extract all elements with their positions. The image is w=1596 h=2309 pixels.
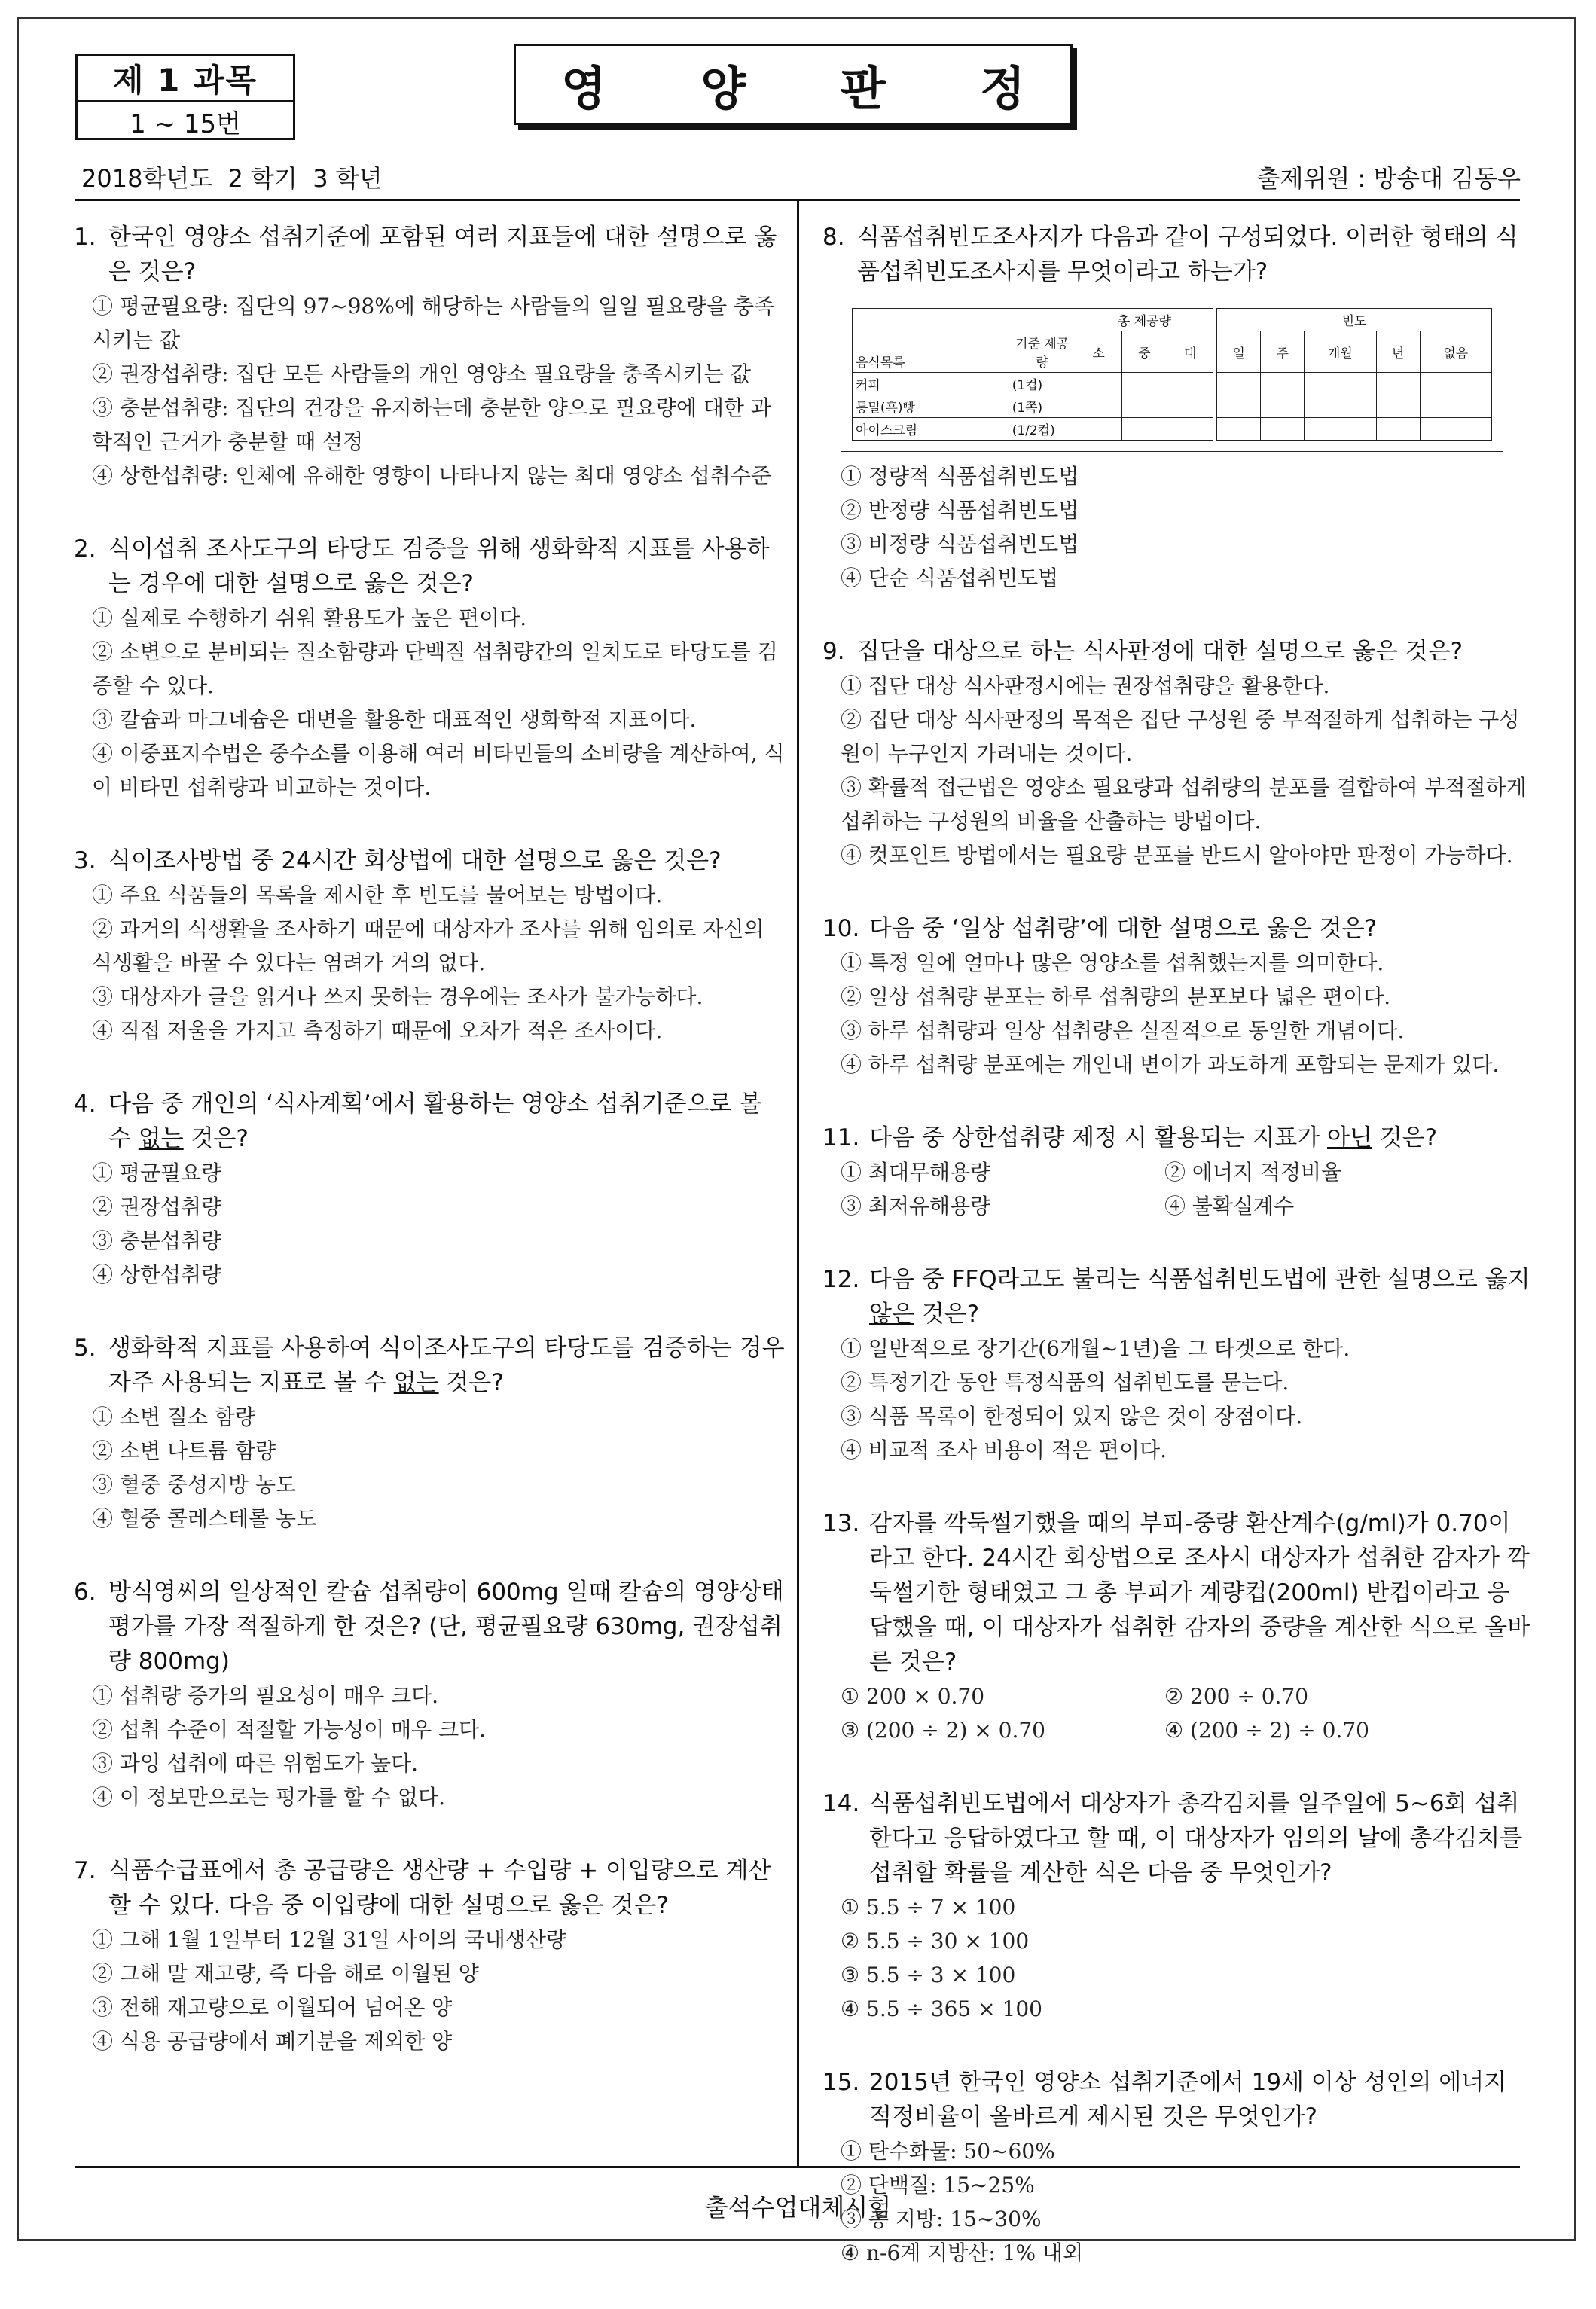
question-number: 5.: [74, 1334, 96, 1362]
column-header: 개월: [1305, 331, 1376, 373]
option: ② 단백질: 15~25%: [841, 2173, 1035, 2198]
option: ③ 과잉 섭취에 따른 위험도가 높다.: [92, 1751, 419, 1776]
option: ② 집단 대상 식사판정의 목적은 집단 구성원 중 부적절하게 섭취하는 구성원이 누구인지 가려내는 것이다.: [841, 707, 1520, 766]
question-1: [74, 220, 789, 493]
option: ③ 비정량 식품섭취빈도법: [841, 532, 1079, 557]
option: ④ (200 ÷ 2) ÷ 0.70: [1164, 1718, 1369, 1743]
option: ③ 식품 목록이 한정되어 있지 않은 것이 장점이다.: [841, 1404, 1303, 1429]
question-stem: 2015년 한국인 영양소 섭취기준에서 19세 이상 성인의 에너지 적정비율이 올바르게 제시된 것은 무엇인가?: [869, 2069, 1507, 2131]
term-info: 2018학년도 2 학기 3 학년: [81, 164, 383, 193]
option: ① 주요 식품들의 목록을 제시한 후 빈도를 물어보는 방법이다.: [92, 883, 663, 907]
question-9: [822, 634, 1530, 872]
question-stem: 식이조사방법 중 24시간 회상법에 대한 설명으로 옳은 것은?: [108, 847, 722, 874]
underlined-keyword: 없는: [138, 1125, 184, 1152]
question-number: 13.: [822, 1510, 860, 1537]
option: ③ 혈중 중성지방 농도: [92, 1472, 297, 1497]
question-stem: 다음 중 개인의 ‘식사계획’에서 활용하는 영양소 섭취기준으로 볼 수 없는 것은?: [108, 1090, 762, 1152]
option: ④ 직접 저울을 가지고 측정하기 때문에 오차가 적은 조사이다.: [92, 1018, 663, 1043]
question-stem: 감자를 깍둑썰기했을 때의 부피-중량 환산계수(g/ml)가 0.70이라고 한다. 24시간 회상법으로 조사시 대상자가 섭취한 감자가 깍둑썰기한 형태였고 그 총 부피가 계량컵(200ml) 반컵이라고 응답했을 때, 이 대상자가 섭취한 감자의 중량을 계산한 식으로 올바른 것은?: [869, 1510, 1530, 1676]
underlined-keyword: 아닌: [1327, 1124, 1372, 1151]
option: ① 5.5 ÷ 7 × 100: [841, 1895, 1016, 1920]
option: ② 섭취 수준이 적절할 가능성이 매우 크다.: [92, 1717, 487, 1742]
option: ④ 식용 공급량에서 폐기분을 제외한 양: [92, 2029, 453, 2054]
column-header: 주: [1261, 331, 1305, 373]
option: ④ 상한섭취량: 인체에 유해한 영향이 나타나지 않는 최대 영양소 섭취수준: [92, 463, 771, 488]
question-stem: 식이섭취 조사도구의 타당도 검증을 위해 생화학적 지표를 사용하는 경우에 대한 설명으로 옳은 것은?: [108, 535, 770, 597]
option: ④ 5.5 ÷ 365 × 100: [841, 1996, 1042, 2021]
option: ④ 상한섭취량: [92, 1262, 222, 1287]
question-number: 10.: [822, 915, 860, 942]
option: ② 5.5 ÷ 30 × 100: [841, 1929, 1030, 1954]
option: ④ 이 정보만으로는 평가를 할 수 없다.: [92, 1785, 445, 1810]
option-grid: [822, 1155, 1530, 1223]
option: ① 특정 일에 얼마나 많은 영양소를 섭취했는지를 의미한다.: [841, 950, 1384, 975]
option: ① 집단 대상 식사판정시에는 권장섭취량을 활용한다.: [841, 673, 1330, 698]
question-stem: 한국인 영양소 섭취기준에 포함된 여러 지표들에 대한 설명으로 옳은 것은?: [108, 224, 777, 285]
table-row: 커피 (1컵): [853, 373, 1492, 395]
question-15: [822, 2065, 1530, 2270]
option: ④ 불확실계수: [1164, 1194, 1295, 1219]
option: ① 일반적으로 장기간(6개월~1년)을 그 타겟으로 한다.: [841, 1336, 1350, 1361]
question-number: 6.: [74, 1578, 96, 1606]
option: ④ 비교적 조사 비용이 적은 편이다.: [841, 1438, 1167, 1463]
column-header: 일: [1217, 331, 1261, 373]
table-row: 아이스크림 (1/2컵): [853, 418, 1492, 441]
question-stem: 식품섭취빈도법에서 대상자가 총각김치를 일주일에 5~6회 섭취한다고 응답하였다고 할 때, 이 대상자가 임의의 날에 총각김치를 섭취할 확률을 계산한 식은 다음 중 무엇인가?: [869, 1790, 1523, 1887]
option: ② 200 ÷ 0.70: [1164, 1684, 1309, 1709]
option: ① 정량적 식품섭취빈도법: [841, 464, 1079, 489]
option: ① 그해 1월 1일부터 12월 31일 사이의 국내생산량: [92, 1927, 566, 1952]
option: ② 일상 섭취량 분포는 하루 섭취량의 분포보다 넓은 편이다.: [841, 984, 1391, 1009]
right-column: [822, 220, 1530, 2309]
question-stem: 생화학적 지표를 사용하여 식이조사도구의 타당도를 검증하는 경우 자주 사용되는 지표로 볼 수 없는 것은?: [108, 1334, 785, 1396]
question-3: [74, 843, 789, 1048]
question-number: 8.: [822, 224, 845, 251]
ffq-table: [852, 308, 1492, 441]
option: ④ 혈중 콜레스테롤 농도: [92, 1506, 317, 1531]
question-7: [74, 1853, 789, 2058]
option: ② 반정량 식품섭취빈도법: [841, 498, 1079, 523]
column-header: 음식목록: [853, 331, 1009, 373]
option: ④ 이중표지수법은 중수소를 이용해 여러 비타민들의 소비량을 계산하여, 식이 비타민 섭취량과 비교하는 것이다.: [92, 741, 785, 800]
option: ① 200 × 0.70: [841, 1684, 985, 1709]
option: ④ 컷포인트 방법에서는 필요량 분포를 반드시 알아야만 판정이 가능하다.: [841, 843, 1513, 868]
option: ③ 확률적 접근법은 영양소 필요량과 섭취량의 분포를 결합하여 부적절하게 섭취하는 구성원의 비율을 산출하는 방법이다.: [841, 775, 1527, 834]
examiner-info: 출제위원 : 방송대 김동우: [1256, 164, 1521, 193]
option: ② 소변으로 분비되는 질소함량과 단백질 섭취량간의 일치도로 타당도를 검증할 수 있다.: [92, 639, 778, 698]
option: ② 과거의 식생활을 조사하기 때문에 대상자가 조사를 위해 임의로 자신의 식생활을 바꿀 수 있다는 염려가 거의 없다.: [92, 917, 764, 975]
column-divider: [797, 200, 799, 2167]
question-stem: 방식영씨의 일상적인 칼슘 섭취량이 600mg 일때 칼슘의 영양상태 평가를 가장 적절하게 한 것은? (단, 평균필요량 630mg, 권장섭취량 800mg): [108, 1578, 784, 1675]
question-number: 9.: [822, 638, 845, 665]
question-number: 1.: [74, 224, 96, 251]
question-2: [74, 532, 789, 804]
question-number: 11.: [822, 1124, 860, 1151]
question-10: [822, 911, 1530, 1081]
option: ② 권장섭취량: 집단 모든 사람들의 개인 영양소 필요량을 충족시키는 값: [92, 361, 751, 386]
option: ① 탄수화물: 50~60%: [841, 2139, 1055, 2164]
question-number: 7.: [74, 1857, 96, 1884]
column-header: 기준 제공량: [1009, 331, 1076, 373]
option: ③ 5.5 ÷ 3 × 100: [841, 1963, 1016, 1987]
question-stem: 식품섭취빈도조사지가 다음과 같이 구성되었다. 이러한 형태의 식품섭취빈도조사지를 무엇이라고 하는가?: [857, 224, 1518, 285]
underlined-keyword: 않은: [869, 1301, 914, 1328]
question-13: [822, 1506, 1530, 1747]
question-range: 1 ~ 15번: [130, 108, 241, 139]
question-8: [822, 220, 1530, 595]
column-header: 없음: [1420, 331, 1491, 373]
title-char: 정: [980, 60, 1025, 116]
footer: 출석수업대체시험: [704, 2193, 892, 2222]
question-number: 2.: [74, 535, 96, 563]
option: ① 실제로 수행하기 쉬워 활용도가 높은 편이다.: [92, 605, 527, 630]
group-header: 빈도: [1217, 309, 1492, 331]
option: ① 최대무해용량: [841, 1160, 991, 1185]
question-stem: 집단을 대상으로 하는 식사판정에 대한 설명으로 옳은 것은?: [857, 638, 1463, 665]
question-5: [74, 1331, 789, 1536]
question-14: [822, 1786, 1530, 2026]
option: ④ n-6계 지방산: 1% 내외: [841, 2240, 1084, 2265]
option: ① 평균필요량: [92, 1161, 222, 1185]
ffq-table-figure: [841, 297, 1503, 452]
column-header: 소: [1076, 331, 1121, 373]
subject-label: 제 1 과목: [78, 56, 293, 102]
question-number: 3.: [74, 847, 96, 874]
option: ② 특정기간 동안 특정식품의 섭취빈도를 묻는다.: [841, 1370, 1289, 1395]
option-grid: [822, 1679, 1530, 1747]
option: ① 섭취량 증가의 필요성이 매우 크다.: [92, 1683, 439, 1708]
question-12: [822, 1262, 1530, 1467]
option: ① 평균필요량: 집단의 97~98%에 해당하는 사람들의 일일 필요량을 충족시키는 값: [92, 294, 775, 352]
question-number: 4.: [74, 1090, 96, 1118]
column-header: 년: [1376, 331, 1420, 373]
option: ③ 충분섭취량: 집단의 건강을 유지하는데 충분한 양으로 필요량에 대한 과학적인 근거가 충분할 때 설정: [92, 395, 771, 454]
title-char: 판: [840, 60, 886, 116]
option: ② 권장섭취량: [92, 1194, 222, 1219]
group-header: 총 제공량: [1076, 309, 1213, 331]
option: ④ 단순 식품섭취빈도법: [841, 566, 1059, 590]
option: ③ 총 지방: 15~30%: [841, 2207, 1042, 2231]
question-6: [74, 1575, 789, 1814]
question-number: 15.: [822, 2069, 860, 2096]
option: ② 소변 나트륨 함량: [92, 1438, 276, 1463]
question-4: [74, 1087, 789, 1292]
question-stem: 다음 중 ‘일상 섭취량’에 대한 설명으로 옳은 것은?: [869, 915, 1378, 942]
option: ③ (200 ÷ 2) × 0.70: [841, 1718, 1045, 1743]
question-number: 12.: [822, 1266, 860, 1293]
question-stem: 다음 중 FFQ라고도 불리는 식품섭취빈도법에 관한 설명으로 옳지 않은 것은?: [869, 1266, 1530, 1328]
question-11: [822, 1121, 1530, 1223]
option: ③ 충분섭취량: [92, 1228, 222, 1253]
column-header: 중: [1121, 331, 1167, 373]
left-column: [74, 220, 789, 2097]
option: ③ 전해 재고량으로 이월되어 넘어온 양: [92, 1995, 453, 2020]
option: ② 그해 말 재고량, 즉 다음 해로 이월된 양: [92, 1961, 479, 1986]
question-stem: 식품수급표에서 총 공급량은 생산량 + 수입량 + 이입량으로 계산할 수 있다. 다음 중 이입량에 대한 설명으로 옳은 것은?: [108, 1857, 771, 1919]
underlined-keyword: 없는: [393, 1369, 439, 1396]
option: ① 소변 질소 함량: [92, 1405, 255, 1429]
title-char: 양: [700, 60, 746, 116]
subject-box: [75, 54, 295, 140]
option: ④ 하루 섭취량 분포에는 개인내 변이가 과도하게 포함되는 문제가 있다.: [841, 1052, 1500, 1077]
option: ③ 대상자가 글을 읽거나 쓰지 못하는 경우에는 조사가 불가능하다.: [92, 984, 703, 1009]
question-stem: 다음 중 상한섭취량 제정 시 활용되는 지표가 아닌 것은?: [869, 1124, 1438, 1151]
option: ③ 하루 섭취량과 일상 섭취량은 실질적으로 동일한 개념이다.: [841, 1018, 1405, 1043]
exam-title: [514, 44, 1073, 125]
option: ② 에너지 적정비율: [1164, 1160, 1342, 1185]
title-char: 영: [561, 60, 606, 116]
column-header: 대: [1167, 331, 1213, 373]
option: ③ 칼슘과 마그네슘은 대변을 활용한 대표적인 생화학적 지표이다.: [92, 707, 697, 732]
question-number: 14.: [822, 1790, 860, 1817]
table-row: 통밀(흑)빵 (1쪽): [853, 395, 1492, 418]
option: ③ 최저유해용량: [841, 1194, 991, 1219]
